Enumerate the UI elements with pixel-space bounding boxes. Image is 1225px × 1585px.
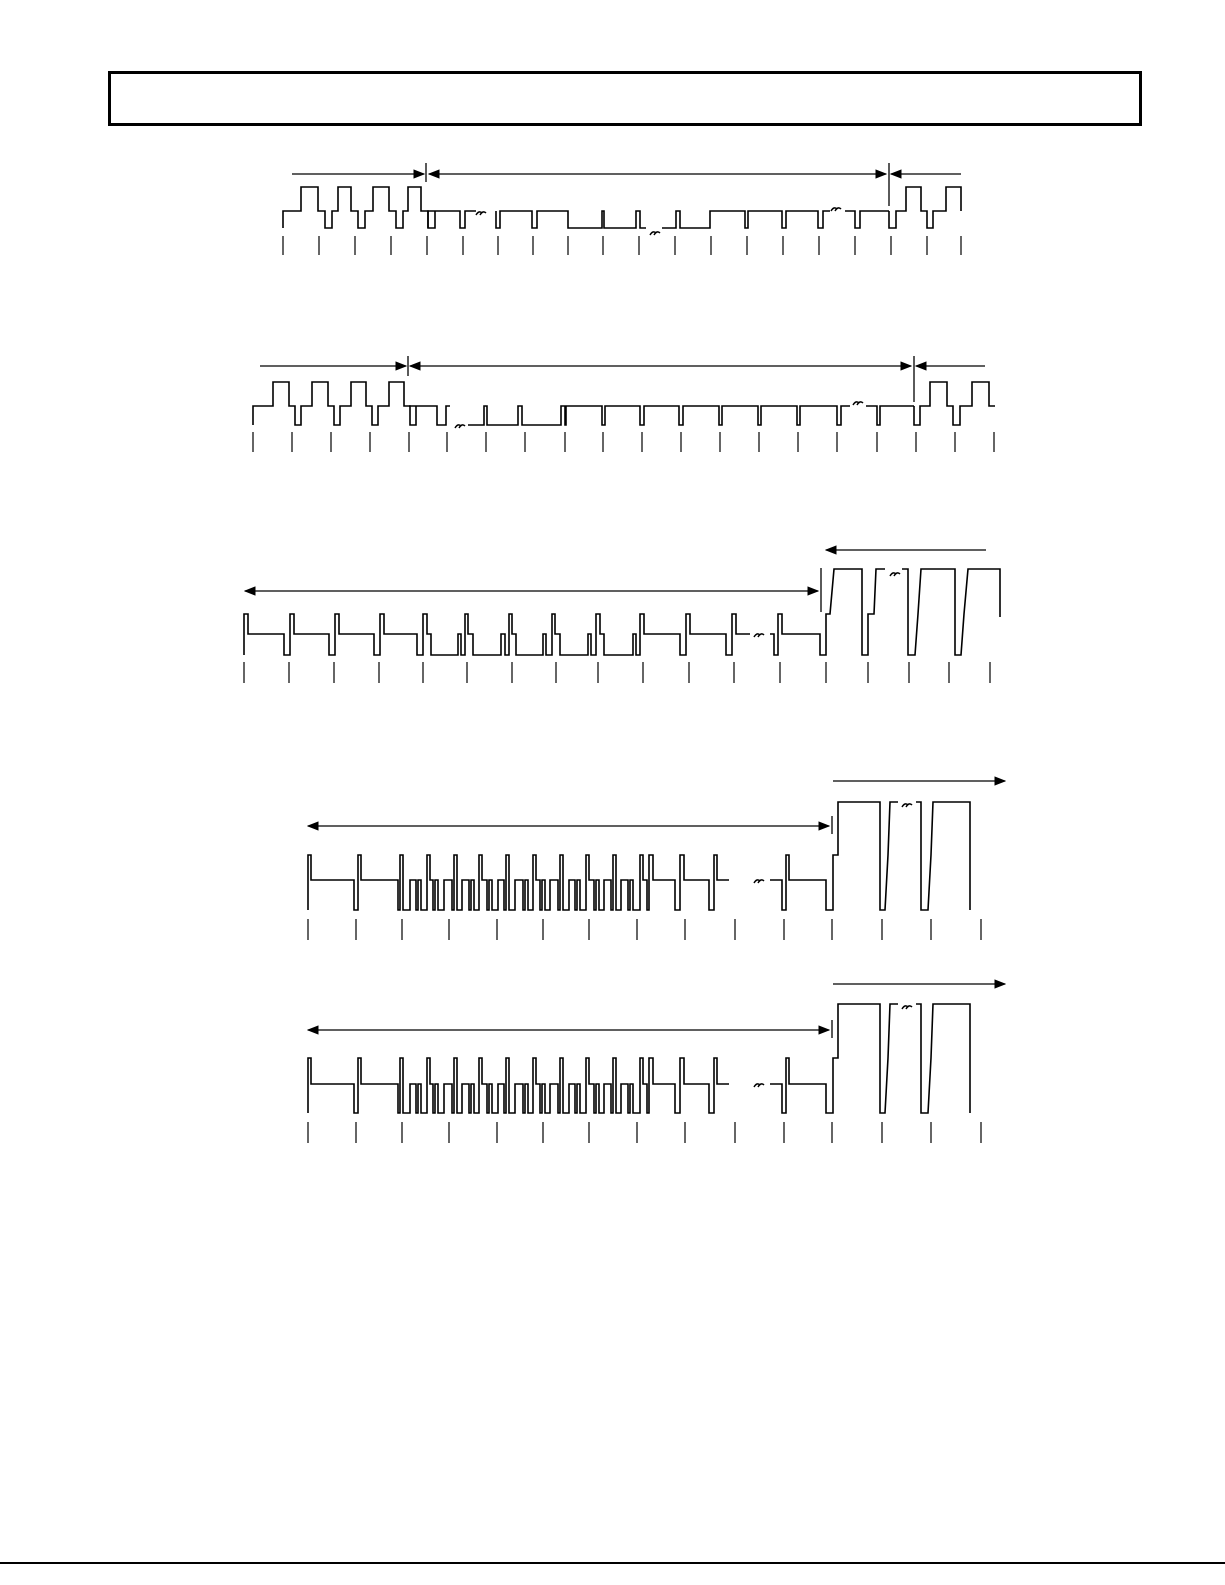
break-mark: [754, 634, 764, 637]
waveform-3-data: [244, 614, 750, 655]
break-mark: [853, 402, 863, 405]
waveform-2-trailer: [914, 382, 995, 425]
break-mark: [831, 208, 841, 211]
waveform-5-data: [308, 1058, 729, 1113]
waveform-2-data-a: [409, 406, 450, 425]
waveform-1-data-d: [845, 211, 889, 228]
waveform-2-data-c: [866, 406, 914, 425]
break-mark: [455, 425, 465, 428]
waveform-5-tall-b: [916, 1004, 970, 1113]
waveform-3-tall-a: [770, 569, 885, 655]
break-mark: [754, 880, 764, 883]
break-mark: [754, 1084, 764, 1087]
break-mark: [902, 1006, 912, 1009]
waveform-2-data-b: [468, 406, 850, 425]
waveform-1-data-b: [496, 211, 646, 228]
waveform-4-tall-a: [770, 802, 898, 910]
waveform-4-tall-b: [916, 802, 970, 910]
break-mark: [902, 804, 912, 807]
waveform-3-tall-b: [902, 569, 1000, 655]
waveform-2-header: [253, 382, 416, 425]
footer-rule: [0, 1562, 1225, 1564]
break-mark: [650, 232, 660, 235]
break-mark: [890, 573, 900, 576]
break-mark: [476, 212, 486, 215]
waveform-1-header: [283, 187, 435, 228]
waveform-5-tall-a: [770, 1004, 898, 1113]
waveform-1-data-c: [662, 211, 830, 228]
waveform-1-trailer: [889, 187, 961, 228]
waveform-4-data: [308, 855, 729, 910]
